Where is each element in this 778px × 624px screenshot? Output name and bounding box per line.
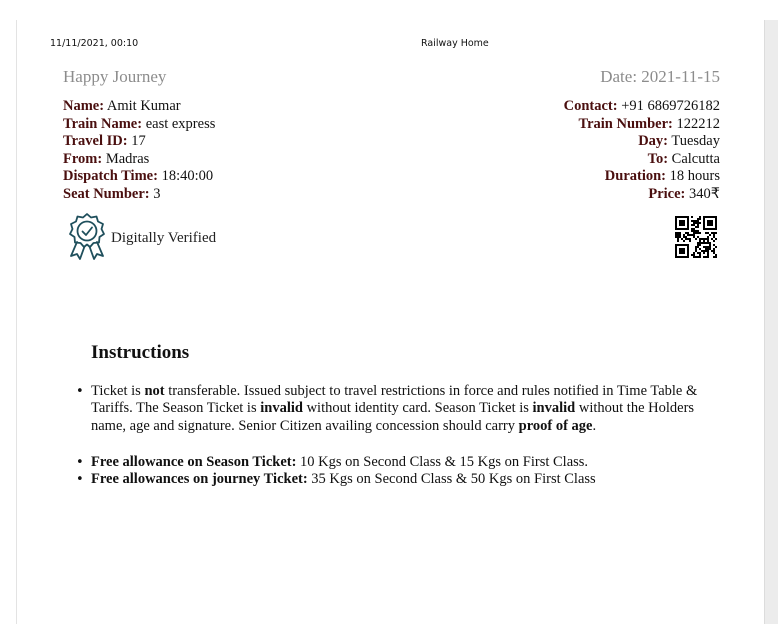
train-name-label: Train Name: <box>63 115 143 132</box>
from-value: Madras <box>102 150 150 167</box>
train-number-row <box>564 116 720 134</box>
train-name-value: east express <box>142 115 216 132</box>
duration-row <box>564 168 720 186</box>
to-label: To: <box>647 150 669 167</box>
day-label: Day: <box>638 133 669 150</box>
price-value: 340₹ <box>685 185 720 202</box>
dispatch-time-value: 18:40:00 <box>157 168 214 185</box>
to-value: Calcutta <box>668 150 720 167</box>
verified-text: Digitally Verified <box>111 229 217 246</box>
greeting: Happy Journey <box>63 67 167 86</box>
duration-label: Duration: <box>604 168 667 185</box>
instructions-list <box>76 383 726 488</box>
train-number-value: 122212 <box>672 115 720 132</box>
name-row <box>63 98 215 116</box>
instruction-journey-allowance: • Free allowances on journey Ticket: 35 Kgs on Second Class & 50 Kgs on First Class <box>76 471 726 488</box>
instructions-title: Instructions <box>91 342 190 363</box>
print-page-title: Railway Home <box>421 38 489 49</box>
travel-id-value: 17 <box>127 133 146 150</box>
digital-verification <box>63 212 216 262</box>
passenger-details-right <box>564 98 720 204</box>
price-label: Price: <box>648 185 686 202</box>
train-name-row <box>63 116 215 134</box>
contact-value: +91 6869726182 <box>617 98 720 114</box>
day-row <box>564 133 720 151</box>
print-datetime: 11/11/2021, 00:10 <box>50 38 139 49</box>
duration-value: 18 hours <box>666 168 720 185</box>
name-label: Name: <box>63 98 105 114</box>
train-number-label: Train Number: <box>578 115 673 132</box>
contact-row <box>564 98 720 116</box>
passenger-details-left <box>63 98 215 204</box>
verified-badge-icon <box>65 211 109 266</box>
dispatch-time-row <box>63 168 215 186</box>
price-row <box>564 186 720 204</box>
seat-number-row <box>63 186 215 204</box>
dispatch-time-label: Dispatch Time: <box>63 168 158 185</box>
page-scrollbar-edge <box>764 20 778 624</box>
name-value: Amit Kumar <box>104 98 181 114</box>
instruction-season-allowance: • Free allowance on Season Ticket: 10 Kgs on Second Class & 15 Kgs on First Class. <box>76 454 726 471</box>
travel-id-label: Travel ID: <box>63 133 128 150</box>
from-row <box>63 151 215 169</box>
from-label: From: <box>63 150 103 167</box>
travel-id-row <box>63 133 215 151</box>
day-value: Tuesday <box>668 133 720 150</box>
seat-number-label: Seat Number: <box>63 185 150 202</box>
journey-date: Date: 2021-11-15 <box>600 67 720 86</box>
page-edge-left <box>16 20 17 624</box>
seat-number-value: 3 <box>149 185 161 202</box>
instruction-transfer-rules: • Ticket is not transferable. Issued subject to travel restrictions in force and rules notified in Time Table & Tariffs. The Season Ticket is invalid without identity card. Season Ticket is invalid without the Holders name, age and signature. Senior Citizen availing concession should carry proof of age. <box>76 383 726 435</box>
qr-code-icon <box>675 216 717 258</box>
contact-label: Contact: <box>563 98 618 114</box>
to-row <box>564 151 720 169</box>
